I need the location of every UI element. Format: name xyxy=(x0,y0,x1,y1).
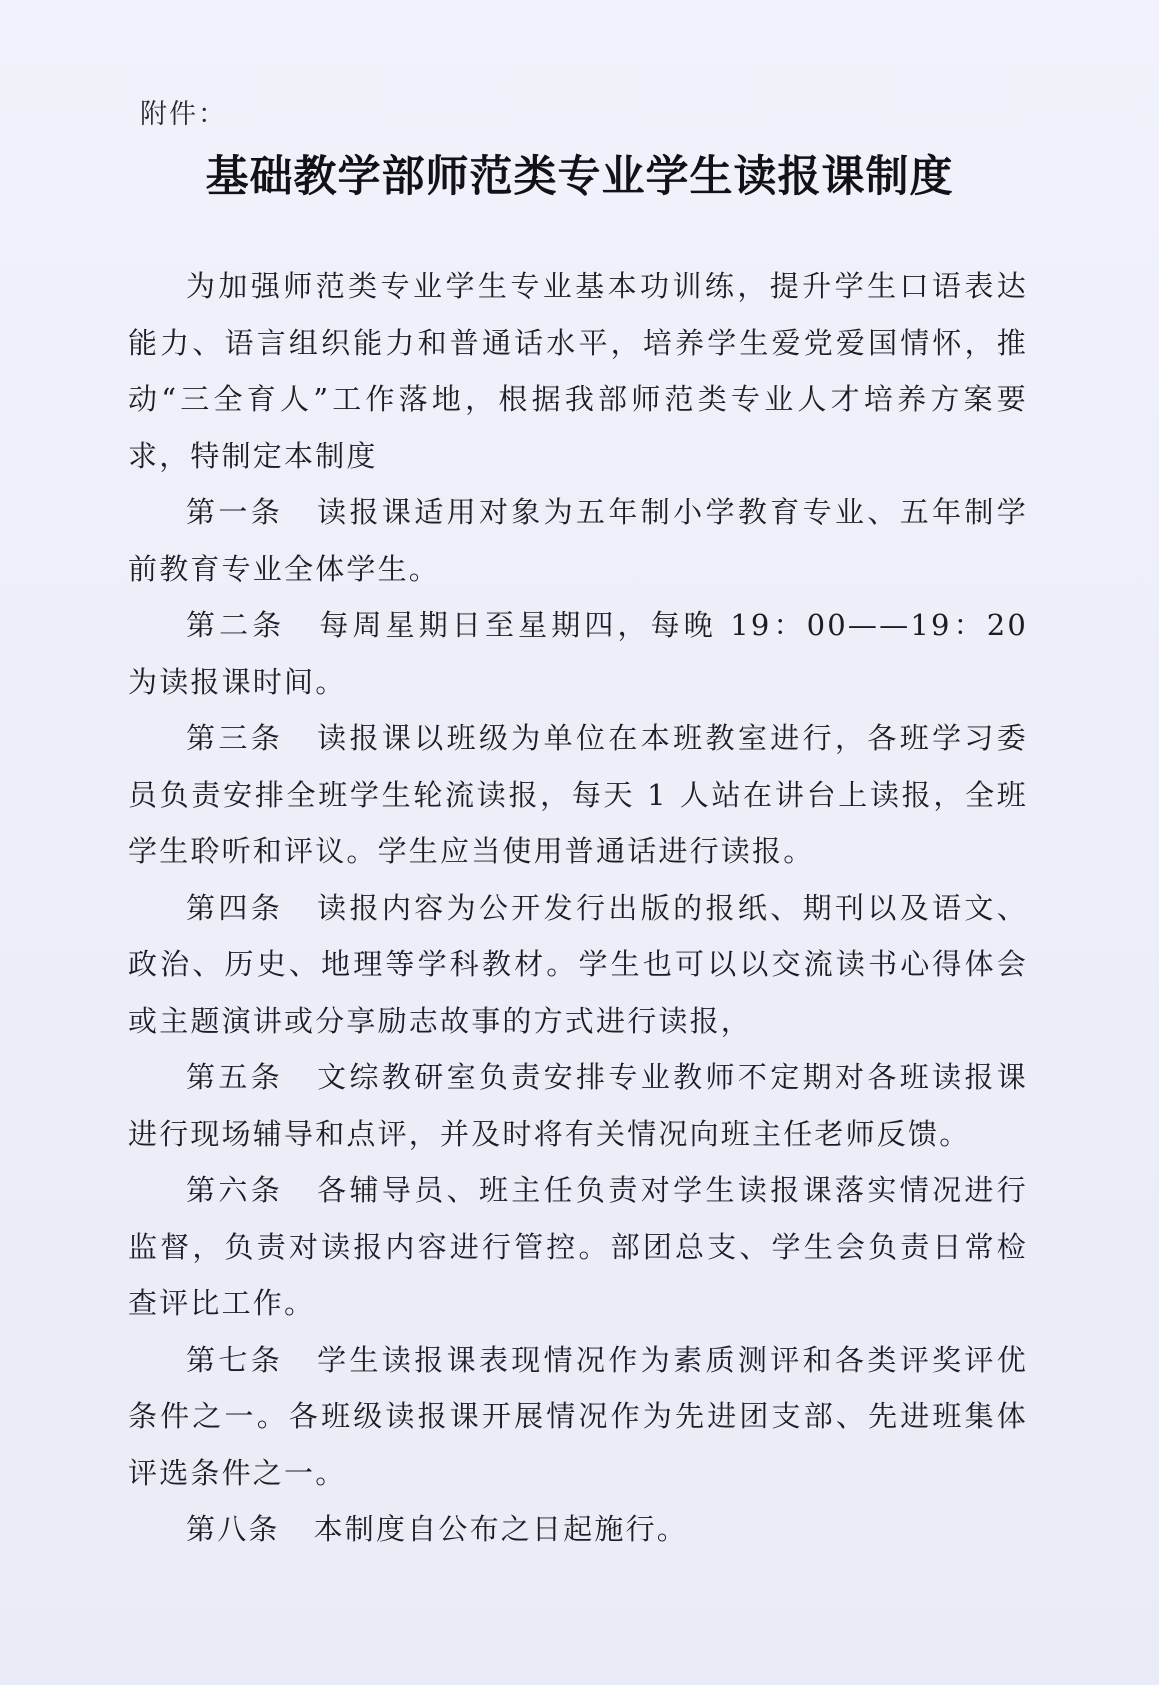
article-text: 各辅导员、班主任负责对学生读报课落实情况进行监督，负责对读报内容进行管控。部团总支、学生会负责日常检查评比工作。 xyxy=(128,1173,1028,1320)
article-8 xyxy=(128,1501,1028,1558)
article-text: 学生读报课表现情况作为素质测评和各类评奖评优条件之一。各班级读报课开展情况作为先进团支部、先进班集体评选条件之一。 xyxy=(128,1342,1028,1490)
article-number: 第八条 xyxy=(186,1512,280,1546)
article-text: 读报课适用对象为五年制小学教育专业、五年制学前教育专业全体学生。 xyxy=(128,495,1028,586)
article-text: 读报课以班级为单位在本班教室进行，各班学习委员负责安排全班学生轮流读报，每天 1 人站在讲台上读报，全班学生聆听和评议。学生应当使用普通话进行读报。 xyxy=(128,721,1028,868)
article-3 xyxy=(128,710,1028,880)
article-4 xyxy=(128,880,1028,1050)
article-5 xyxy=(128,1049,1028,1162)
article-number: 第七条 xyxy=(186,1342,284,1377)
article-number: 第四条 xyxy=(186,890,284,925)
article-text: 读报内容为公开发行出版的报纸、期刊以及语文、政治、历史、地理等学科教材。学生也可以以交流读书心得体会或主题演讲或分享励志故事的方式进行读报， xyxy=(128,890,1028,1038)
preamble-paragraph: 为加强师范类专业学生专业基本功训练，提升学生口语表达能力、语言组织能力和普通话水平，培养学生爱党爱国情怀，推动“三全育人”工作落地，根据我部师范类专业人才培养方案要求，特制定本制度 xyxy=(128,269,1028,473)
article-text: 本制度自公布之日起施行。 xyxy=(313,1512,689,1546)
article-2 xyxy=(128,597,1028,710)
article-text: 每周星期日至星期四，每晚 19：00——19：20 为读报课时间。 xyxy=(128,608,1028,699)
article-number: 第一条 xyxy=(186,495,284,529)
article-number: 第三条 xyxy=(186,721,284,755)
attachment-label: 附件： xyxy=(140,99,227,130)
document-body xyxy=(128,258,1028,1558)
article-6 xyxy=(128,1162,1028,1332)
article-number: 第二条 xyxy=(186,608,286,642)
article-text: 文综教研室负责安排专业教师不定期对各班读报课进行现场辅导和点评，并及时将有关情况向班主任老师反馈。 xyxy=(128,1060,1028,1151)
article-7 xyxy=(128,1332,1028,1502)
article-number: 第六条 xyxy=(186,1173,284,1207)
article-1 xyxy=(128,484,1028,597)
document-title: 基础教学部师范类专业学生读报课制度 xyxy=(205,152,954,202)
article-number: 第五条 xyxy=(186,1060,284,1094)
